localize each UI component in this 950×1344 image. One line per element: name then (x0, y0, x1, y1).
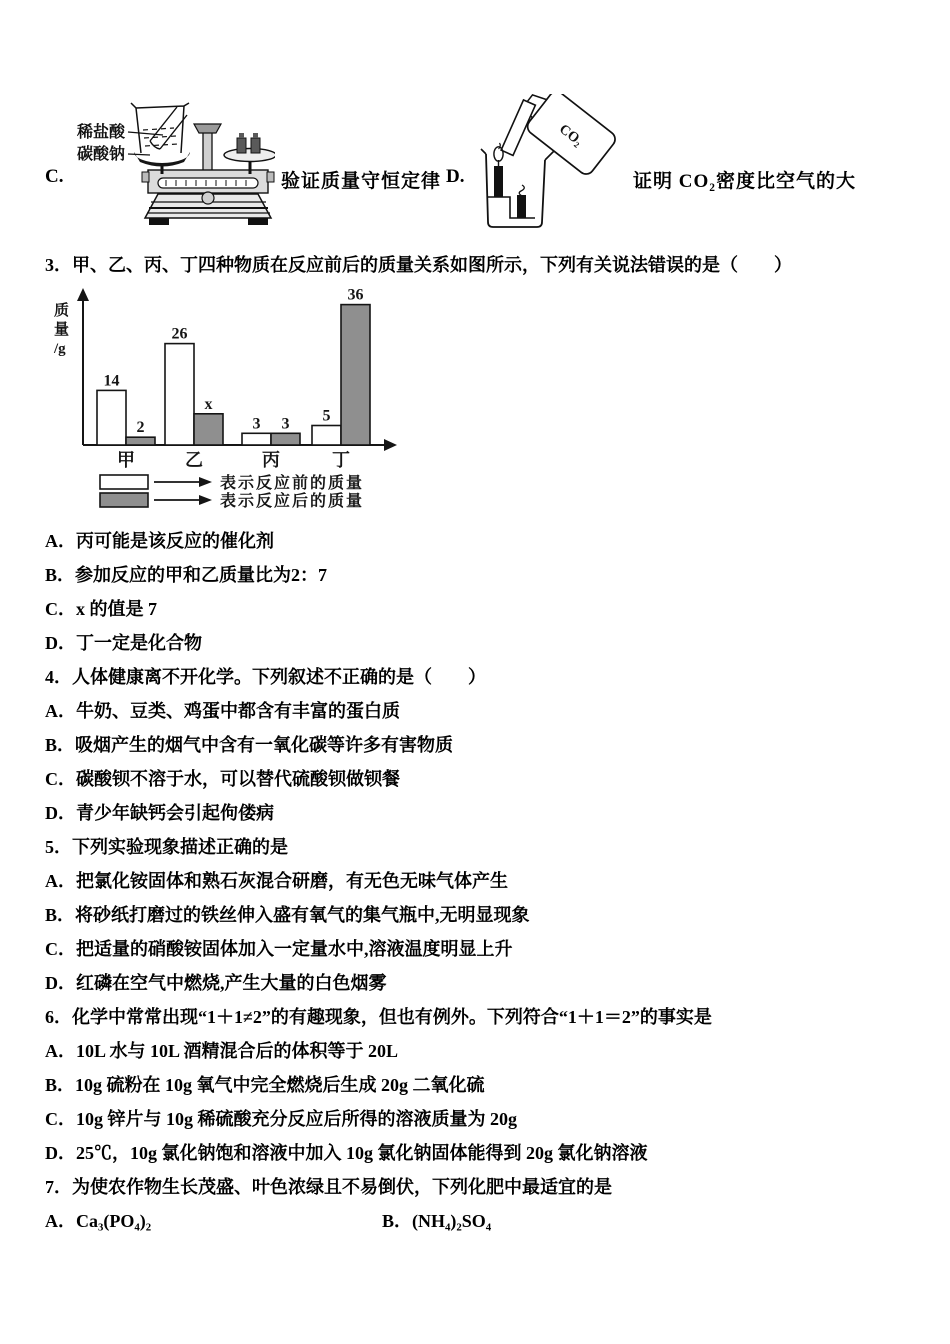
q5-option-d: D．红磷在空气中燃烧,产生大量的白色烟雾 (45, 973, 387, 993)
bar-after-丁 (341, 305, 370, 445)
tall-candle (494, 166, 503, 197)
weight (237, 138, 246, 153)
bar-before-丁 (312, 426, 341, 446)
q4-option-a: A．牛奶、豆类、鸡蛋中都含有丰富的蛋白质 (45, 701, 400, 721)
y-axis-arrow (77, 288, 89, 301)
legend-arrowhead (199, 477, 212, 487)
bar-value-label: 3 (252, 415, 261, 433)
y-axis-label: 量 (54, 322, 70, 338)
y-axis-label: /g (54, 341, 66, 357)
bar-value-label: 26 (171, 325, 188, 343)
right-pan (224, 149, 275, 162)
option-c-label: C. (45, 166, 64, 187)
q7-options-row (45, 1204, 925, 1238)
bar-value-label: 3 (281, 415, 290, 433)
option-d-caption: 证明 CO₂密度比空气的大 (633, 171, 856, 192)
q3-stem: 3．甲、乙、丙、丁四种物质在反应前后的质量关系如图所示，下列有关说法错误的是（ ） (45, 255, 792, 275)
bar-value-label: 2 (136, 419, 145, 437)
legend-label: 表示反应后的质量 (220, 493, 365, 510)
mass-bar-chart (50, 285, 400, 515)
bar-value-label: 36 (347, 286, 364, 304)
x-axis-arrow (384, 439, 397, 451)
legend-swatch-after (100, 493, 148, 507)
q6-option-b: B．10g 硫粉在 10g 氧气中完全燃烧后生成 20g 二氧化硫 (45, 1075, 485, 1095)
balance-foot-left (149, 218, 169, 225)
bar-before-乙 (165, 344, 194, 445)
short-candle (517, 195, 526, 218)
q4-stem: 4．人体健康离不开化学。下列叙述不正确的是（ ） (45, 667, 486, 687)
q4-option-b: B．吸烟产生的烟气中含有一氧化碳等许多有害物质 (45, 735, 454, 755)
bar-value-label: 14 (103, 372, 120, 390)
q4-option-d: D．青少年缺钙会引起佝偻病 (45, 803, 274, 823)
weight (251, 138, 260, 153)
legend-swatch-before (100, 475, 148, 489)
co2-pouring-illustration (476, 94, 636, 236)
candle-steps (488, 197, 535, 218)
q6-option-d: D．25℃，10g 氯化钠饱和溶液中加入 10g 氯化钠固体能得到 20g 氯化钠溶液 (45, 1143, 648, 1163)
liquid-dashes (143, 128, 178, 146)
q3-option-a: A．丙可能是该反应的催化剂 (45, 531, 274, 551)
option-c-caption: 验证质量守恒定律 (281, 171, 442, 192)
co2-bottle-label: CO₂ (556, 121, 586, 150)
q3-option-d: D．丁一定是化合物 (45, 633, 202, 653)
category-label: 乙 (185, 450, 203, 470)
bar-after-丙 (271, 433, 300, 445)
bar-after-乙 (194, 414, 223, 445)
q4-option-c: C．碳酸钡不溶于水，可以替代硫酸钡做钡餐 (45, 769, 400, 789)
category-label: 甲 (117, 450, 135, 470)
q6-option-a: A．10L 水与 10L 酒精混合后的体积等于 20L (45, 1041, 399, 1061)
sodium-carbonate-label: 碳酸钠 (77, 146, 126, 163)
legend-label: 表示反应前的质量 (220, 475, 365, 492)
balance-scale-illustration (70, 96, 275, 232)
q7-option-a: A．Ca₃(PO₄)₂ (45, 1211, 152, 1231)
q3-option-b: B．参加反应的甲和乙质量比为2：7 (45, 565, 328, 585)
q3-option-c: C．x 的值是 7 (45, 599, 157, 619)
balance-foot-right (248, 218, 268, 225)
dilute-hcl-label: 稀盐酸 (77, 124, 126, 141)
bar-before-甲 (97, 390, 126, 445)
bar-before-丙 (242, 433, 271, 445)
q6-option-c: C．10g 锌片与 10g 稀硫酸充分反应后所得的溶液质量为 20g (45, 1109, 517, 1129)
bar-after-甲 (126, 437, 155, 445)
option-d-label: D. (446, 166, 465, 187)
question-list (45, 524, 925, 1238)
category-label: 丁 (332, 450, 350, 470)
bar-value-label: 5 (322, 407, 331, 425)
q6-stem: 6．化学中常常出现“1＋1≠2”的有趣现象，但也有例外。下列符合“1＋1＝2”的事实是 (45, 1007, 712, 1027)
q5-option-a: A．把氯化铵固体和熟石灰混合研磨，有无色无味气体产生 (45, 871, 508, 891)
smoke-wisp (519, 185, 524, 196)
q7-stem: 7．为使农作物生长茂盛、叶色浓绿且不易倒伏，下列化肥中最适宜的是 (45, 1177, 612, 1197)
q7-option-b: B．(NH₄)₂SO₄ (382, 1211, 492, 1231)
bar-value-label: x (204, 395, 213, 413)
y-axis-label: 质 (54, 303, 70, 319)
q5-stem: 5．下列实验现象描述正确的是 (45, 837, 288, 857)
q5-option-c: C．把适量的硝酸铵固体加入一定量水中,溶液温度明显上升 (45, 939, 513, 959)
legend-arrowhead (199, 495, 212, 505)
category-label: 丙 (262, 450, 280, 470)
q5-option-b: B．将砂纸打磨过的铁丝伸入盛有氧气的集气瓶中,无明显现象 (45, 905, 530, 925)
